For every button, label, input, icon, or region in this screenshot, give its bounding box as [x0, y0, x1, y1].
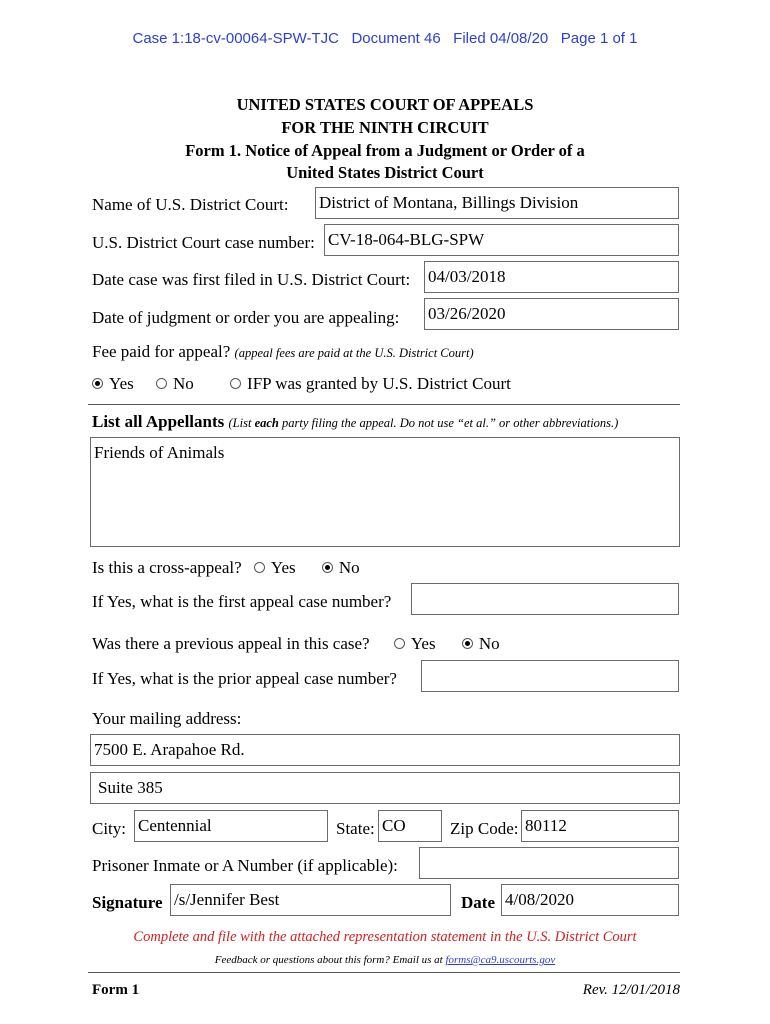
radio-empty-icon[interactable]	[254, 562, 265, 573]
feedback-line	[0, 954, 770, 966]
mailing-address-label: Your mailing address:	[92, 709, 242, 728]
case-number-label: U.S. District Court case number:	[92, 233, 315, 252]
appellants-label: List all Appellants	[92, 412, 225, 431]
previous-appeal-no-option[interactable]: No	[462, 634, 500, 653]
address-line1-field[interactable]: 7500 E. Arapahoe Rd.	[90, 734, 680, 766]
first-case-field[interactable]	[411, 583, 679, 615]
state-field[interactable]: CO	[378, 810, 442, 842]
date-judgment-label: Date of judgment or order you are appealing:	[92, 308, 400, 327]
city-field[interactable]: Centennial	[134, 810, 328, 842]
first-case-label: If Yes, what is the first appeal case number?	[92, 592, 392, 611]
radio-selected-icon[interactable]	[322, 562, 333, 573]
circuit-title: FOR THE NINTH CIRCUIT	[281, 118, 489, 137]
footer-divider	[88, 972, 680, 973]
previous-appeal-label: Was there a previous appeal in this case?	[92, 634, 370, 653]
date-label: Date	[461, 893, 495, 912]
cross-appeal-label: Is this a cross-appeal?	[92, 558, 242, 577]
case-number-field[interactable]: CV-18-064-BLG-SPW	[324, 224, 679, 256]
cross-appeal-yes-option[interactable]: Yes	[254, 558, 296, 577]
form-number: Form 1	[92, 982, 140, 998]
fee-label: Fee paid for appeal?	[92, 342, 231, 361]
address-line2-field[interactable]: Suite 385	[90, 772, 680, 804]
feedback-text: Feedback or questions about this form? Email us at	[214, 954, 446, 966]
radio-selected-icon[interactable]	[92, 378, 103, 389]
section-divider	[88, 404, 680, 405]
date-judgment-field[interactable]: 03/26/2020	[424, 298, 679, 330]
fee-options	[92, 374, 511, 394]
radio-empty-icon[interactable]	[230, 378, 241, 389]
court-title: UNITED STATES COURT OF APPEALS	[236, 95, 534, 114]
date-filed-field[interactable]: 04/03/2018	[424, 261, 679, 293]
signature-date-field[interactable]: 4/08/2020	[501, 884, 679, 916]
previous-appeal-yes-option[interactable]: Yes	[394, 634, 436, 653]
fee-yes-option[interactable]: Yes	[92, 374, 134, 393]
prisoner-number-label: Prisoner Inmate or A Number (if applicable):	[92, 856, 398, 875]
prior-case-label: If Yes, what is the prior appeal case number?	[92, 669, 397, 688]
revision-date: Rev. 12/01/2018	[582, 982, 680, 998]
court-name-label: Name of U.S. District Court:	[92, 195, 289, 214]
previous-appeal-row	[92, 634, 500, 654]
cross-appeal-no-option[interactable]: No	[322, 558, 360, 577]
fee-note: (appeal fees are paid at the U.S. District Court)	[234, 346, 474, 360]
cross-appeal-row	[92, 558, 360, 578]
date-filed-label: Date case was first filed in U.S. District Court:	[92, 270, 411, 289]
prior-case-field[interactable]	[421, 660, 679, 692]
radio-empty-icon[interactable]	[394, 638, 405, 649]
fee-ifp-option[interactable]: IFP was granted by U.S. District Court	[230, 374, 511, 393]
court-name-field[interactable]: District of Montana, Billings Division	[315, 187, 679, 219]
radio-empty-icon[interactable]	[156, 378, 167, 389]
feedback-email-link[interactable]: forms@ca9.uscourts.gov	[445, 954, 556, 966]
fee-no-option[interactable]: No	[156, 374, 194, 393]
filing-stamp: Case 1:18-cv-00064-SPW-TJC Document 46 Filed 04/08/20 Page 1 of 1	[132, 30, 638, 47]
signature-field[interactable]: /s/Jennifer Best	[170, 884, 451, 916]
appellants-field[interactable]: Friends of Animals	[90, 437, 680, 547]
city-label: City:	[92, 819, 127, 838]
signature-label: Signature	[92, 893, 163, 912]
zip-field[interactable]: 80112	[521, 810, 679, 842]
zip-label: Zip Code:	[450, 819, 519, 838]
radio-selected-icon[interactable]	[462, 638, 473, 649]
state-label: State:	[336, 819, 375, 838]
prisoner-number-field[interactable]	[419, 847, 679, 879]
form-subtitle: United States District Court	[286, 163, 484, 182]
filing-instructions: Complete and file with the attached representation statement in the U.S. District Court	[133, 929, 637, 945]
appellants-note: (List each party filing the appeal. Do not use “et al.” or other abbreviations.)	[228, 416, 619, 430]
form-title: Form 1. Notice of Appeal from a Judgment or Order of a	[185, 141, 585, 160]
